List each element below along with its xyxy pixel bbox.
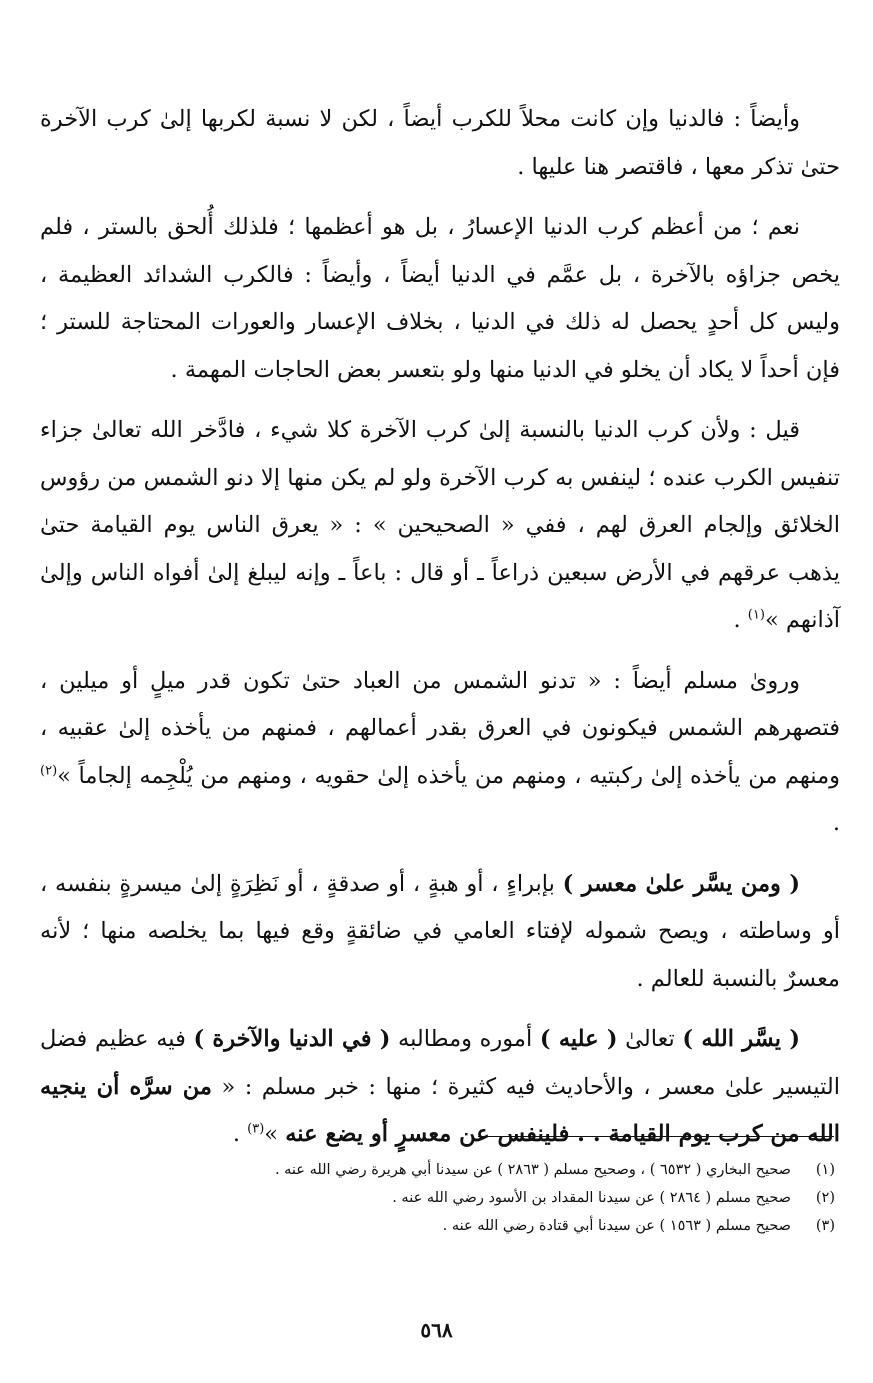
paragraph-text: وروىٰ مسلم أيضاً : « تدنو الشمس من العباد حتىٰ تكون قدر ميلٍ أو ميلين ، فتصهرهم الشمس فيكونون في العرق بقدر أعمالهم ، فمنهم من يأخذه إلىٰ عقبيه ، ومنهم من يأخذه إلىٰ ركبتيه ، ومنهم من يأخذه إلىٰ حقويه ، ومنهم من يُلْجِمه إلجاماً »	[40, 667, 840, 789]
page-number: ٥٦٨	[420, 1318, 453, 1342]
footnote-3	[40, 1212, 835, 1240]
paragraph-text: .	[733, 607, 748, 633]
footnote-number: (٣)	[815, 1218, 835, 1234]
page-body	[40, 96, 840, 1172]
paragraph-text: .	[232, 1121, 248, 1147]
footnote-ref-3: (٣)	[247, 1121, 265, 1137]
paragraph-text: نعم ؛ من أعظم كرب الدنيا الإعسارُ ، بل هو أعظمها ؛ فلذلك أُلحق بالستر ، فلم يخص جزاؤه بالآخرة ، بل عمَّم في الدنيا أيضاً ، وأيضاً : فالكرب الشدائد العظيمة ، وليس كل أحدٍ يحصل له ذلك في الدنيا ، بخلاف الإعسار والعورات المحتاجة للستر ؛ فإن أحداً لا يكاد أن يخلو في الدنيا منها ولو بتعسر بعض الحاجات المهمة .	[40, 214, 840, 383]
paragraph-text: أموره ومطالبه	[390, 1026, 540, 1052]
paragraph-1	[40, 96, 840, 191]
paragraph-6	[40, 1016, 840, 1159]
footnote-ref-1: (١)	[747, 607, 765, 623]
footnote-ref-2: (٢)	[40, 763, 58, 778]
paragraph-text: تعالىٰ	[617, 1026, 683, 1052]
hadith-quote: من سرَّه أن ينجيه الله من كرب يوم القيامة . . فلينفس عن معسرٍ أو يضع عنه	[40, 1073, 840, 1147]
footnote-number: (١)	[815, 1162, 835, 1178]
paragraph-2	[40, 204, 840, 394]
paragraph-text: .	[832, 810, 840, 836]
footnotes	[40, 1156, 835, 1240]
paragraph-3	[40, 407, 840, 645]
footnote-number: (٢)	[815, 1190, 835, 1206]
footnote-text: صحيح مسلم ( ٢٨٦٤ ) عن سيدنا المقداد بن الأسود رضي الله عنه .	[392, 1190, 791, 1206]
paragraph-5	[40, 861, 840, 1004]
paragraph-4	[40, 658, 840, 848]
footnote-1	[40, 1156, 835, 1184]
paragraph-text: فيه عظيم فضل التيسير علىٰ معسر ، والأحاديث فيه كثيرة ؛ منها : خبر مسلم : «	[40, 1026, 840, 1100]
footnote-text: صحيح البخاري ( ٦٥٣٢ ) ، وصحيح مسلم ( ٢٨٦٣ ) عن سيدنا أبي هريرة رضي الله عنه .	[274, 1162, 791, 1178]
paragraph-text: »	[264, 1121, 286, 1147]
matn-quote: ( عليه )	[539, 1026, 618, 1052]
matn-quote: ( في الدنيا والآخرة )	[193, 1026, 391, 1052]
footnote-2	[40, 1184, 835, 1212]
paragraph-text: بإبراءٍ ، أو هبةٍ ، أو صدقةٍ ، أو نَظِرَةٍ إلىٰ ميسرةٍ بنفسه ، أو وساطته ، ويصح شموله لإفتاء العامي في ضائقةٍ وقع فيها بما يخلصه منها ؛ لأنه معسرٌ بالنسبة للعالم .	[40, 870, 840, 992]
paragraph-text: قيل : ولأن كرب الدنيا بالنسبة إلىٰ كرب الآخرة كلا شيء ، فادَّخر الله تعالىٰ جزاء تنفيس الكرب عنده ؛ لينفس به كرب الآخرة ولو لم يكن منها إلا دنو الشمس من رؤوس الخلائق وإلجام العرق لهم ، ففي « الصحيحين » : « يعرق الناس يوم القيامة حتىٰ يذهب عرقهم في الأرض سبعين ذراعاً ـ أو قال : باعاً ـ وإنه ليبلغ إلىٰ أفواه الناس وإلىٰ آذانهم »	[40, 417, 840, 633]
matn-quote: ( يسَّر الله )	[682, 1026, 800, 1052]
matn-quote: ( ومن يسَّر علىٰ معسر )	[562, 870, 800, 897]
paragraph-text: وأيضاً : فالدنيا وإن كانت محلاً للكرب أيضاً ، لكن لا نسبة لكربها إلىٰ كرب الآخرة حتىٰ تذكر معها ، فاقتصر هنا عليها .	[40, 106, 840, 180]
footnote-text: صحيح مسلم ( ١٥٦٣ ) عن سيدنا أبي قتادة رضي الله عنه .	[442, 1218, 791, 1234]
footnote-divider	[478, 1136, 834, 1137]
